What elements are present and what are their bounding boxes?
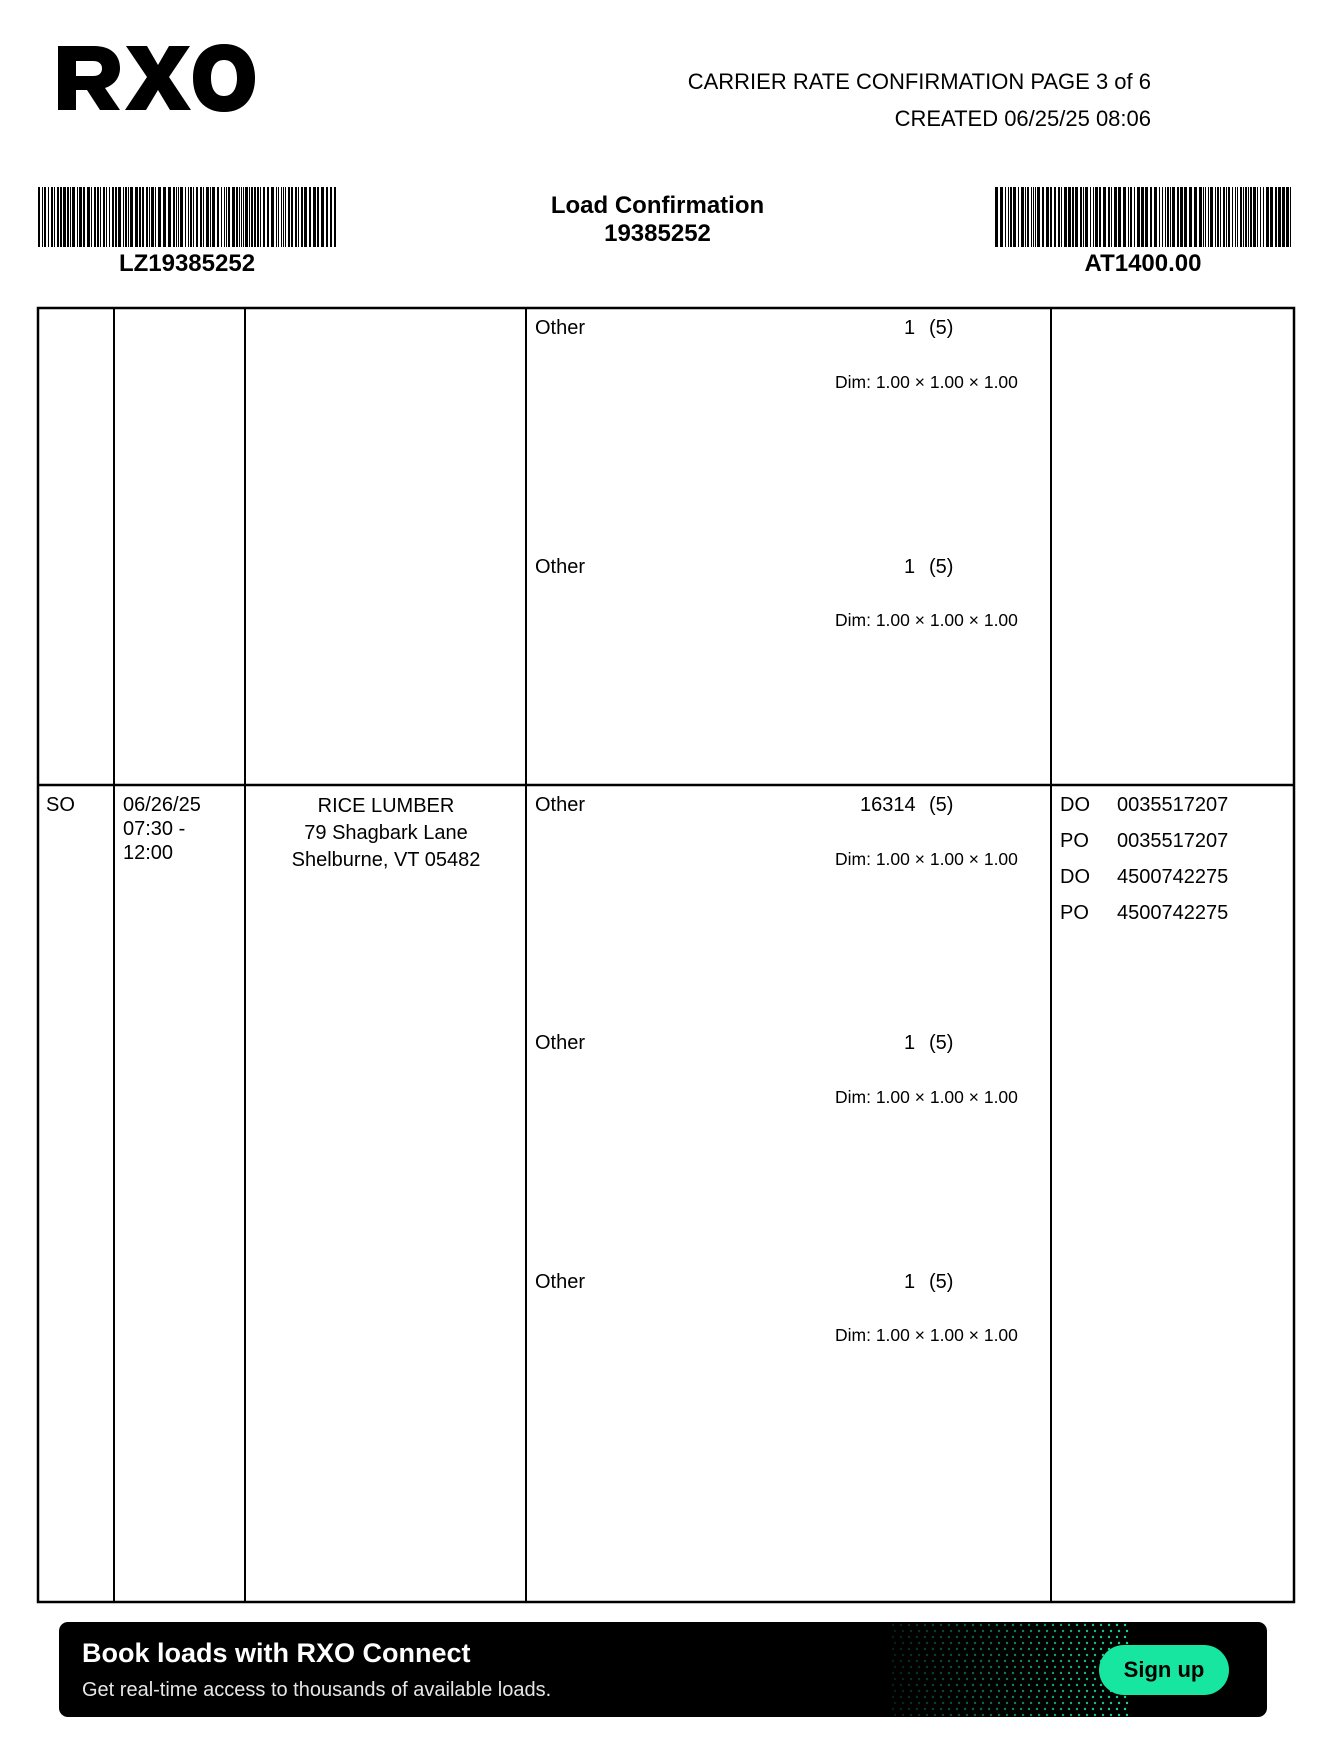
item-code: (5): [929, 556, 954, 578]
created-timestamp: CREATED 06/25/25 08:06: [894, 106, 1151, 131]
stop-time-end: 12:00: [123, 842, 174, 864]
ref-number: 4500742275: [1117, 866, 1229, 888]
item-qty: 1: [904, 556, 916, 578]
rxo-logo: [56, 40, 256, 116]
ref-number: 0035517207: [1117, 794, 1229, 816]
load-number: 19385252: [604, 220, 711, 247]
item-desc: Other: [535, 556, 586, 578]
item-qty: 1: [904, 1032, 916, 1054]
dot-pattern-decoration: [889, 1622, 1129, 1717]
facility-city: Shelburne, VT 05482: [291, 849, 481, 871]
item-code: (5): [929, 317, 954, 339]
item-qty: 1: [904, 317, 916, 339]
barcode-left: [38, 187, 336, 247]
barcode-right-label: AT1400.00: [1084, 250, 1202, 277]
item-code: (5): [929, 1271, 954, 1293]
ref-kind: DO: [1060, 866, 1090, 888]
item-code: (5): [929, 794, 954, 816]
item-dim: Dim: 1.00 × 1.00 × 1.00: [835, 1325, 1018, 1345]
ref-number: 4500742275: [1117, 902, 1229, 924]
item-desc: Other: [535, 317, 586, 339]
barcode-left-label: LZ19385252: [118, 250, 256, 277]
item-desc: Other: [535, 794, 586, 816]
stop-date: 06/26/25: [123, 794, 201, 816]
facility-address: 79 Shagbark Lane: [304, 822, 468, 844]
header-info: [688, 63, 1151, 137]
barcode-right: [995, 187, 1291, 247]
sign-up-button[interactable]: Sign up: [1099, 1645, 1229, 1695]
banner-subtitle: Get real-time access to thousands of available loads.: [82, 1679, 552, 1701]
item-dim: Dim: 1.00 × 1.00 × 1.00: [835, 610, 1018, 630]
ref-kind: DO: [1060, 794, 1090, 816]
facility-name: RICE LUMBER: [317, 795, 455, 817]
ref-kind: PO: [1060, 902, 1089, 924]
banner-title: Book loads with RXO Connect: [82, 1638, 471, 1668]
item-desc: Other: [535, 1271, 586, 1293]
item-qty: 16314: [860, 794, 916, 816]
document-title: CARRIER RATE CONFIRMATION PAGE 3 of 6: [687, 69, 1151, 94]
item-dim: Dim: 1.00 × 1.00 × 1.00: [835, 849, 1018, 869]
ref-kind: PO: [1060, 830, 1089, 852]
load-confirmation-title: [500, 192, 815, 248]
item-dim: Dim: 1.00 × 1.00 × 1.00: [835, 1087, 1018, 1107]
item-qty: 1: [904, 1271, 916, 1293]
item-dim: Dim: 1.00 × 1.00 × 1.00: [835, 372, 1018, 392]
ref-number: 0035517207: [1117, 830, 1229, 852]
heading: Load Confirmation: [550, 192, 765, 219]
item-desc: Other: [535, 1032, 586, 1054]
stop-type: SO: [46, 794, 75, 816]
stop-time: 07:30 -: [123, 818, 186, 840]
item-code: (5): [929, 1032, 954, 1054]
rxo-connect-banner[interactable]: [59, 1622, 1267, 1717]
